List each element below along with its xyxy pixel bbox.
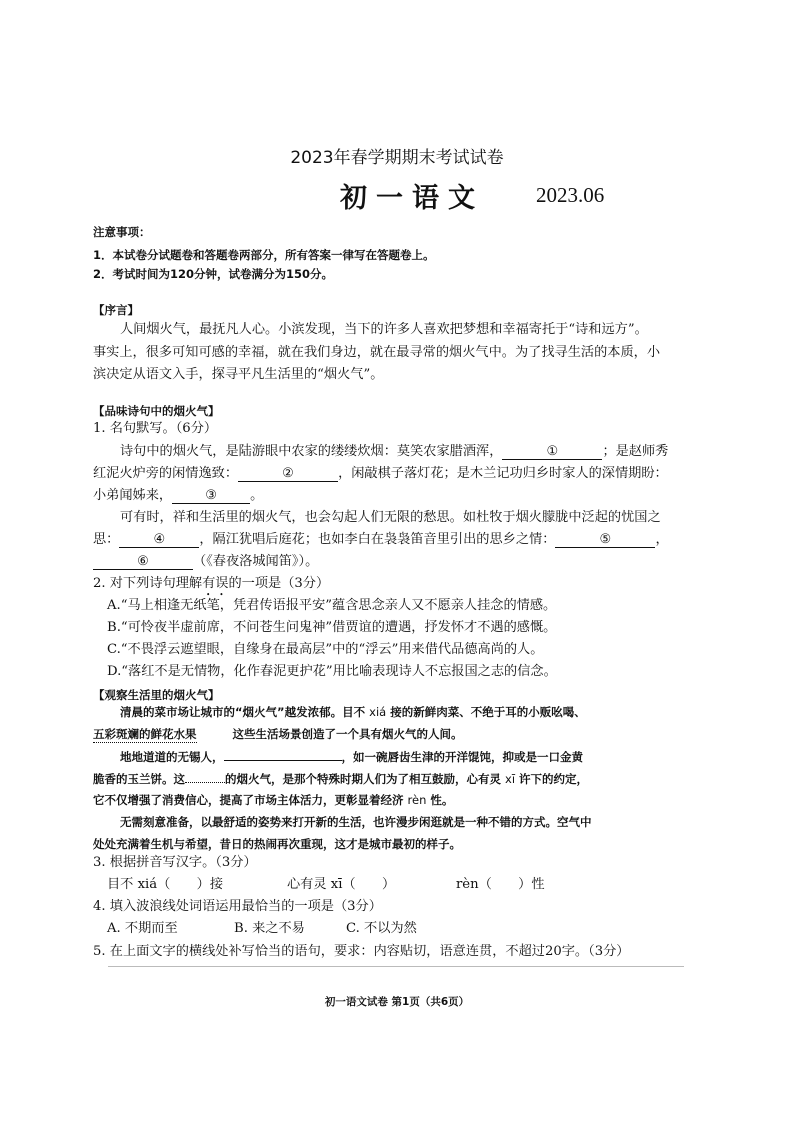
q1-text: 小弟闻姊来， bbox=[93, 488, 173, 503]
s2-text: 的烟火气，是那个特殊时期人们为了相互鼓励，心有灵 bbox=[225, 772, 501, 786]
q5-title: 5. 在上面文字的横线处补写恰当的语句，要求：内容贴切，语意连贯，不超过20字。（3分） bbox=[93, 944, 630, 959]
s2-line-4 bbox=[93, 770, 588, 787]
s2-text: 接的新鲜肉菜、不绝于耳的小贩吆喝、 bbox=[390, 705, 586, 719]
blank-4: ④ bbox=[119, 533, 199, 548]
s2-text: 地地道道的无锡人， bbox=[120, 750, 224, 764]
wavy-blank bbox=[185, 770, 225, 783]
q2-option-b: B.“可怜夜半虚前席，不问苍生问鬼神”借贾谊的遭遇，抒发怀才不遇的感慨。 bbox=[107, 620, 557, 635]
pinyin-ren: rèn bbox=[407, 793, 427, 807]
q3-item-a: 目不 xiá（ ）接 bbox=[107, 877, 224, 892]
s2-text: 清晨的菜市场让城市的“烟火气”越发浓郁。目不 bbox=[120, 705, 366, 719]
section2-title: 【观察生活里的烟火气】 bbox=[93, 688, 220, 702]
notes-item-1: 1．本试卷分试题卷和答题卷两部分，所有答案一律写在答题卷上。 bbox=[93, 248, 435, 262]
blank-1: ① bbox=[502, 445, 602, 460]
q1-title: 1. 名句默写。（6分） bbox=[93, 421, 218, 436]
q4-title: 4. 填入波浪线处词语运用最恰当的一项是（3分） bbox=[93, 899, 382, 914]
q1-text: ，闲敲棋子落灯花；是木兰记功归乡时家人的深情期盼： bbox=[338, 466, 668, 481]
blank-2: ② bbox=[238, 467, 338, 482]
q3-item-c: rèn（ ）性 bbox=[456, 877, 545, 892]
preface-line-3: 滨决定从语文入手，探寻平凡生活里的“烟火气”。 bbox=[93, 367, 384, 382]
q2-text: 的一项是（3分） bbox=[228, 576, 330, 591]
s2-line-2 bbox=[93, 726, 463, 743]
q1-text: （《春夜洛城闻笛》）。 bbox=[193, 554, 319, 569]
q1-line-3 bbox=[93, 485, 263, 507]
s2-line-3 bbox=[120, 748, 583, 765]
preface-title: 【序言】 bbox=[93, 303, 139, 317]
notes-title: 注意事项： bbox=[93, 225, 151, 239]
s2-text: 它不仅增强了消费信心，提高了市场主体活力，更彰显着经济 bbox=[93, 793, 404, 807]
preface-line-1: 人间烟火气，最抚凡人心。小滨发现，当下的许多人喜欢把梦想和幸福寄托于“诗和远方”。 bbox=[120, 322, 648, 337]
answer-blank bbox=[224, 748, 342, 761]
q2-emphasis: 有误 bbox=[202, 576, 229, 591]
wavy-phrase: 五彩斑斓的鲜花水果 bbox=[93, 727, 197, 741]
exam-title: 2023年春学期期末考试试卷 bbox=[290, 148, 504, 168]
q1-text: 诗句中的烟火气，是陆游眼中农家的缕缕炊烟：莫笑农家腊酒浑， bbox=[120, 444, 503, 459]
q1-line-5 bbox=[93, 529, 669, 551]
q1-text: 红泥火炉旁的闲情逸致： bbox=[93, 466, 239, 481]
footer-divider bbox=[108, 966, 684, 967]
q1-text: 。 bbox=[250, 488, 264, 503]
q2-option-c: C.“不畏浮云遮望眼，自缘身在最高层”中的“浮云”用来借代品德高尚的人。 bbox=[107, 642, 544, 657]
s2-text: 许下的约定， bbox=[519, 772, 589, 786]
q1-line-6 bbox=[93, 551, 318, 573]
s2-line-7: 处处充满着生机与希望，昔日的热闹再次重现，这才是城市最初的样子。 bbox=[93, 837, 461, 851]
s2-text: 这些生活场景创造了一个具有烟火气的人间。 bbox=[232, 727, 463, 741]
exam-date: 2023.06 bbox=[536, 183, 605, 207]
preface-line-2: 事实上，很多可知可感的幸福，就在我们身边，就在最寻常的烟火气中。为了找寻生活的本质，小 bbox=[93, 345, 661, 360]
q1-line-1 bbox=[120, 441, 668, 463]
q1-line-4: 可有时，祥和生活里的烟火气，也会勾起人们无限的愁思。如杜牧于烟火朦胧中泛起的忧国之 bbox=[120, 510, 661, 525]
pinyin-xia: xiá bbox=[369, 705, 387, 719]
blank-3: ③ bbox=[172, 489, 250, 504]
q2-option-d: D.“落红不是无情物，化作春泥更护花”用比喻表现诗人不忘报国之志的信念。 bbox=[107, 664, 557, 679]
s2-line-5 bbox=[93, 792, 453, 808]
q2-option-a: A.“马上相逢无纸笔，凭君传语报平安”蕴含思念亲人又不愿亲人挂念的情感。 bbox=[107, 598, 557, 613]
notes-item-2: 2．考试时间为120分钟，试卷满分为150分。 bbox=[93, 267, 334, 281]
s2-line-1 bbox=[120, 704, 586, 720]
s2-text: ，如一碗唇齿生津的开洋馄饨，抑或是一口金黄 bbox=[341, 750, 583, 764]
blank-6: ⑥ bbox=[93, 555, 193, 570]
s2-text: 脆香的玉兰饼。这 bbox=[93, 772, 185, 786]
s2-line-6: 无需刻意准备，以最舒适的姿势来打开新的生活，也许漫步闲逛就是一种不错的方式。空气中 bbox=[120, 815, 592, 829]
q3-title: 3. 根据拼音写汉字。（3分） bbox=[93, 855, 257, 870]
footer-page: 初一语文试卷 第1页（共6页） bbox=[324, 996, 470, 1008]
q2-text: 2. 对下列诗句理解 bbox=[93, 576, 203, 591]
q4-option-a: A. 不期而至 bbox=[107, 921, 178, 936]
q1-text: ；是赵师秀 bbox=[602, 444, 669, 459]
pinyin-xi: xī bbox=[505, 772, 516, 786]
s2-text: 性。 bbox=[430, 793, 454, 807]
q3-item-b: 心有灵 xī（ ） bbox=[287, 877, 396, 892]
section1-title: 【品味诗句中的烟火气】 bbox=[93, 404, 220, 418]
q4-option-c: C. 不以为然 bbox=[346, 921, 417, 936]
q1-line-2 bbox=[93, 463, 668, 485]
q1-text: ，隔江犹唱后庭花；也如李白在袅袅笛音里引出的思乡之情： bbox=[199, 532, 556, 547]
blank-5: ⑤ bbox=[555, 533, 655, 548]
q1-text: 思： bbox=[93, 532, 120, 547]
q4-option-b: B. 来之不易 bbox=[234, 921, 305, 936]
subject-title: 初一语文 bbox=[340, 183, 484, 214]
q1-text: ， bbox=[655, 532, 669, 547]
